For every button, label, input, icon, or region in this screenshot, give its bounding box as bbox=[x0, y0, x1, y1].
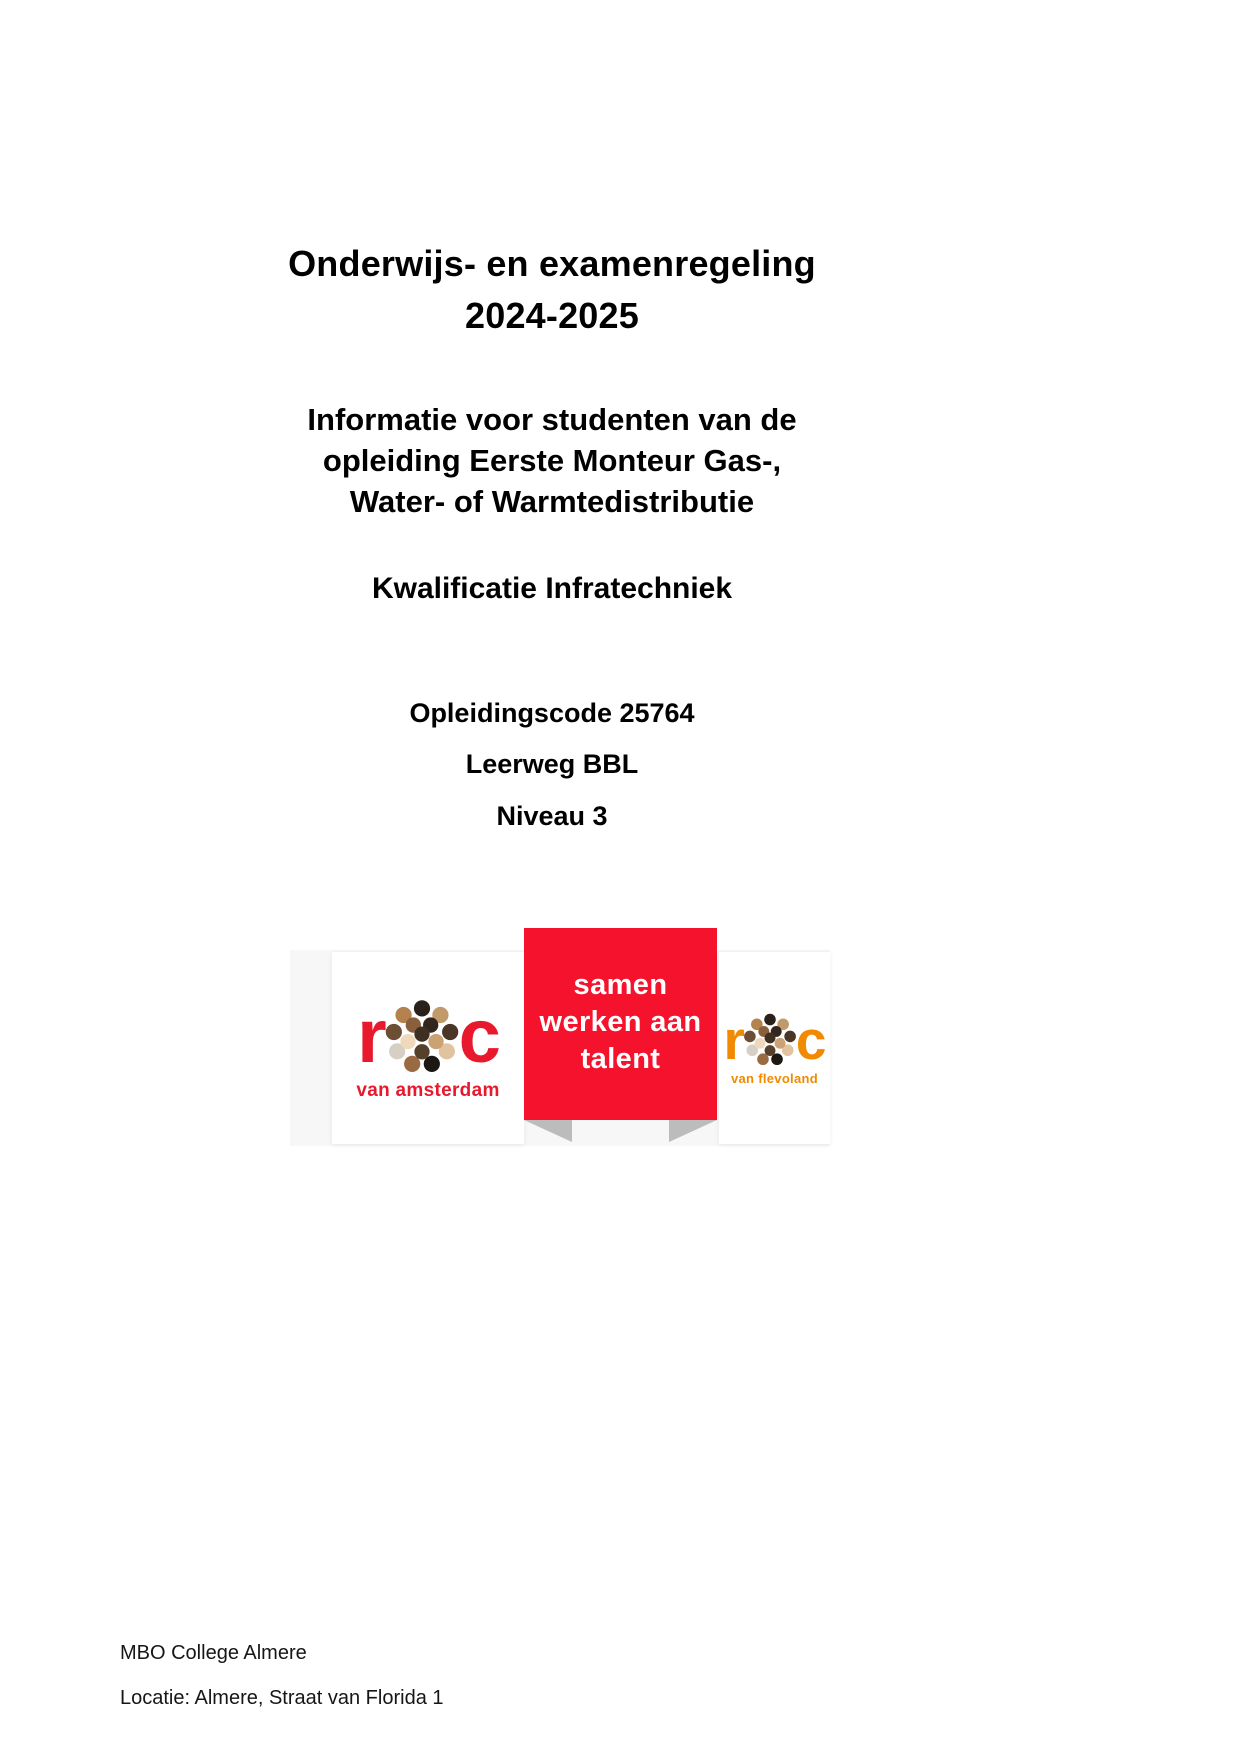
roc-letter-r: r bbox=[357, 993, 385, 1079]
page-title bbox=[272, 238, 832, 342]
logo-banner bbox=[290, 950, 830, 1146]
qualification-heading: Kwalificatie Infratechniek bbox=[371, 572, 733, 605]
roc-flevoland-label: van flevoland bbox=[731, 1071, 818, 1086]
roc-letter-c: c bbox=[458, 993, 499, 1079]
leerweg-text: Leerweg BBL bbox=[465, 749, 639, 779]
roc-letter-r: r bbox=[723, 1008, 744, 1071]
banner-tail-left-icon bbox=[524, 1120, 572, 1142]
subtitle-line-1: Informatie voor studenten van de bbox=[307, 402, 797, 437]
page-subtitle bbox=[272, 399, 832, 522]
banner-line-3: talent bbox=[580, 1043, 661, 1075]
niveau-text: Niveau 3 bbox=[496, 801, 608, 831]
title-line-2: 2024-2025 bbox=[465, 295, 639, 336]
roc-van-flevoland-logo bbox=[719, 952, 830, 1144]
people-cluster-icon bbox=[740, 1010, 800, 1070]
subtitle-line-2: opleiding Eerste Monteur Gas-, bbox=[322, 443, 782, 478]
roc-letter-c: c bbox=[795, 1008, 826, 1071]
roc-van-amsterdam-logo bbox=[332, 952, 524, 1144]
title-line-1: Onderwijs- en examenregeling bbox=[288, 243, 816, 284]
roc-wordmark bbox=[357, 995, 499, 1079]
footer-location-text: Locatie: Almere, Straat van Florida 1 bbox=[120, 1687, 444, 1709]
footer-college-text: MBO College Almere bbox=[120, 1642, 307, 1664]
people-cluster-icon bbox=[380, 995, 464, 1079]
banner-line-1: samen bbox=[573, 969, 668, 1001]
roc-amsterdam-label: van amsterdam bbox=[356, 1079, 500, 1101]
subtitle-line-3: Water- of Warmtedistributie bbox=[349, 484, 755, 519]
opleidingscode-text: Opleidingscode 25764 bbox=[409, 698, 695, 728]
samen-werken-aan-talent-banner bbox=[524, 928, 717, 1120]
banner-line-2: werken aan bbox=[539, 1006, 702, 1038]
roc-wordmark bbox=[724, 1010, 826, 1070]
banner-tail-right-icon bbox=[669, 1120, 717, 1142]
